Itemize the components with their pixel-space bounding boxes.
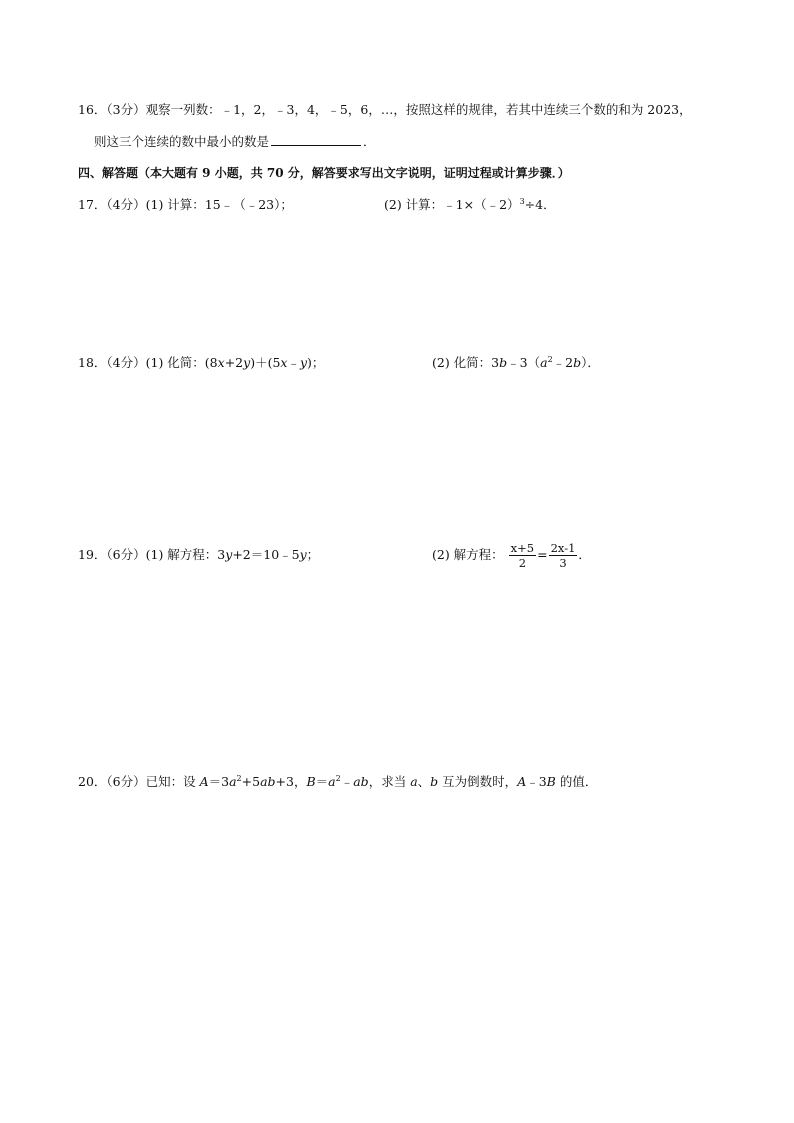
q18-p2-c: ﹣2 <box>552 355 574 370</box>
q20-b: ＝3 <box>208 774 230 789</box>
q16-period: ． <box>363 134 376 149</box>
fraction-1 <box>509 541 536 570</box>
q18-exponent: 2 <box>547 354 553 364</box>
q16-text-line2: 则这三个连续的数中最小的数是 <box>94 134 270 149</box>
q16-line1 <box>78 101 692 119</box>
q18-p1-a: 18．（4分）(1) 化简：(8 <box>78 355 218 370</box>
q17-part1-text: 17．（4分）(1) 计算：15﹣（﹣23）； <box>78 197 293 212</box>
q20-d: +3， <box>275 774 307 789</box>
q20-a: 20．（6分）已知：设 <box>78 774 196 789</box>
var-b: b <box>573 355 582 370</box>
var-ab: ab <box>260 774 276 789</box>
var-y: y <box>299 547 307 562</box>
q20-exponent: 2 <box>236 773 242 783</box>
var-A: A <box>517 774 527 789</box>
q20-j: ﹣3 <box>526 774 547 789</box>
q20-line <box>78 773 597 791</box>
q19-part1 <box>78 546 319 564</box>
q19-p2-a: (2) 解方程： <box>432 547 504 562</box>
var-B: B <box>546 774 556 789</box>
q18-p1-c: )＋(5 <box>250 355 281 370</box>
q19-p2-end: ． <box>578 547 591 562</box>
var-y: y <box>243 355 251 370</box>
q19-p1-a: 19．（6分）(1) 解方程：3 <box>78 547 226 562</box>
q16-line2 <box>94 132 376 151</box>
var-a: a <box>540 355 548 370</box>
var-x: x <box>280 355 288 370</box>
q18-p1-e: )； <box>307 355 325 370</box>
section-heading-text: 四、解答题（本大题有 9 小题，共 70 分，解答要求写出文字说明，证明过程或计算步骤．） <box>78 166 570 180</box>
q17-part2-text: (2) 计算：﹣1×（﹣2） <box>384 197 520 212</box>
q18-p1-d: ﹣ <box>287 355 300 370</box>
q20-f: ﹣ <box>340 774 354 789</box>
fraction-2 <box>549 541 578 570</box>
q19-part2 <box>432 539 591 571</box>
var-a: a <box>328 774 336 789</box>
equals-sign: = <box>537 547 548 562</box>
q18-p1-b: +2 <box>224 355 244 370</box>
var-x: x <box>217 355 225 370</box>
q19-p1-b: +2＝10﹣5 <box>232 547 300 562</box>
var-a: a <box>410 774 418 789</box>
answer-blank[interactable] <box>271 132 361 146</box>
q20-exponent: 2 <box>335 773 341 783</box>
q18-p2-d: ）． <box>581 355 600 370</box>
var-y: y <box>225 547 233 562</box>
q17-part1 <box>78 196 293 214</box>
var-B: B <box>306 774 316 789</box>
var-a: a <box>229 774 237 789</box>
fraction-2-numerator: 2x-1 <box>550 541 576 555</box>
var-b: b <box>430 774 439 789</box>
q18-p2-a: (2) 化简：3 <box>432 355 500 370</box>
fraction-2-denominator: 3 <box>559 556 567 570</box>
var-b: b <box>499 355 508 370</box>
q20-i: 互为倒数时， <box>442 774 518 789</box>
var-ab: ab <box>353 774 369 789</box>
q17-part2 <box>384 196 556 214</box>
fraction-1-numerator: x+5 <box>510 541 535 555</box>
q18-part1 <box>78 354 324 372</box>
fraction-1-denominator: 2 <box>518 556 527 570</box>
var-A: A <box>199 774 209 789</box>
q20-h: 、 <box>417 774 431 789</box>
var-y: y <box>299 355 308 370</box>
q20-c: +5 <box>241 774 261 789</box>
q16-text-line1: 16．（3分）观察一列数：﹣1，2，﹣3，4，﹣5，6，…，按照这样的规律，若其中连续三个数的和为 2023， <box>78 102 692 117</box>
q20-k: 的值． <box>559 774 598 789</box>
q18-p2-b: ﹣3（ <box>507 355 541 370</box>
q18-part2 <box>432 354 600 372</box>
section-heading <box>78 164 570 182</box>
q19-p1-c: ； <box>306 547 320 562</box>
q20-e: ＝ <box>315 774 329 789</box>
q17-part2-end: ÷4． <box>524 197 556 212</box>
q20-g: ，求当 <box>368 774 407 789</box>
q17-exponent: 3 <box>519 196 525 206</box>
